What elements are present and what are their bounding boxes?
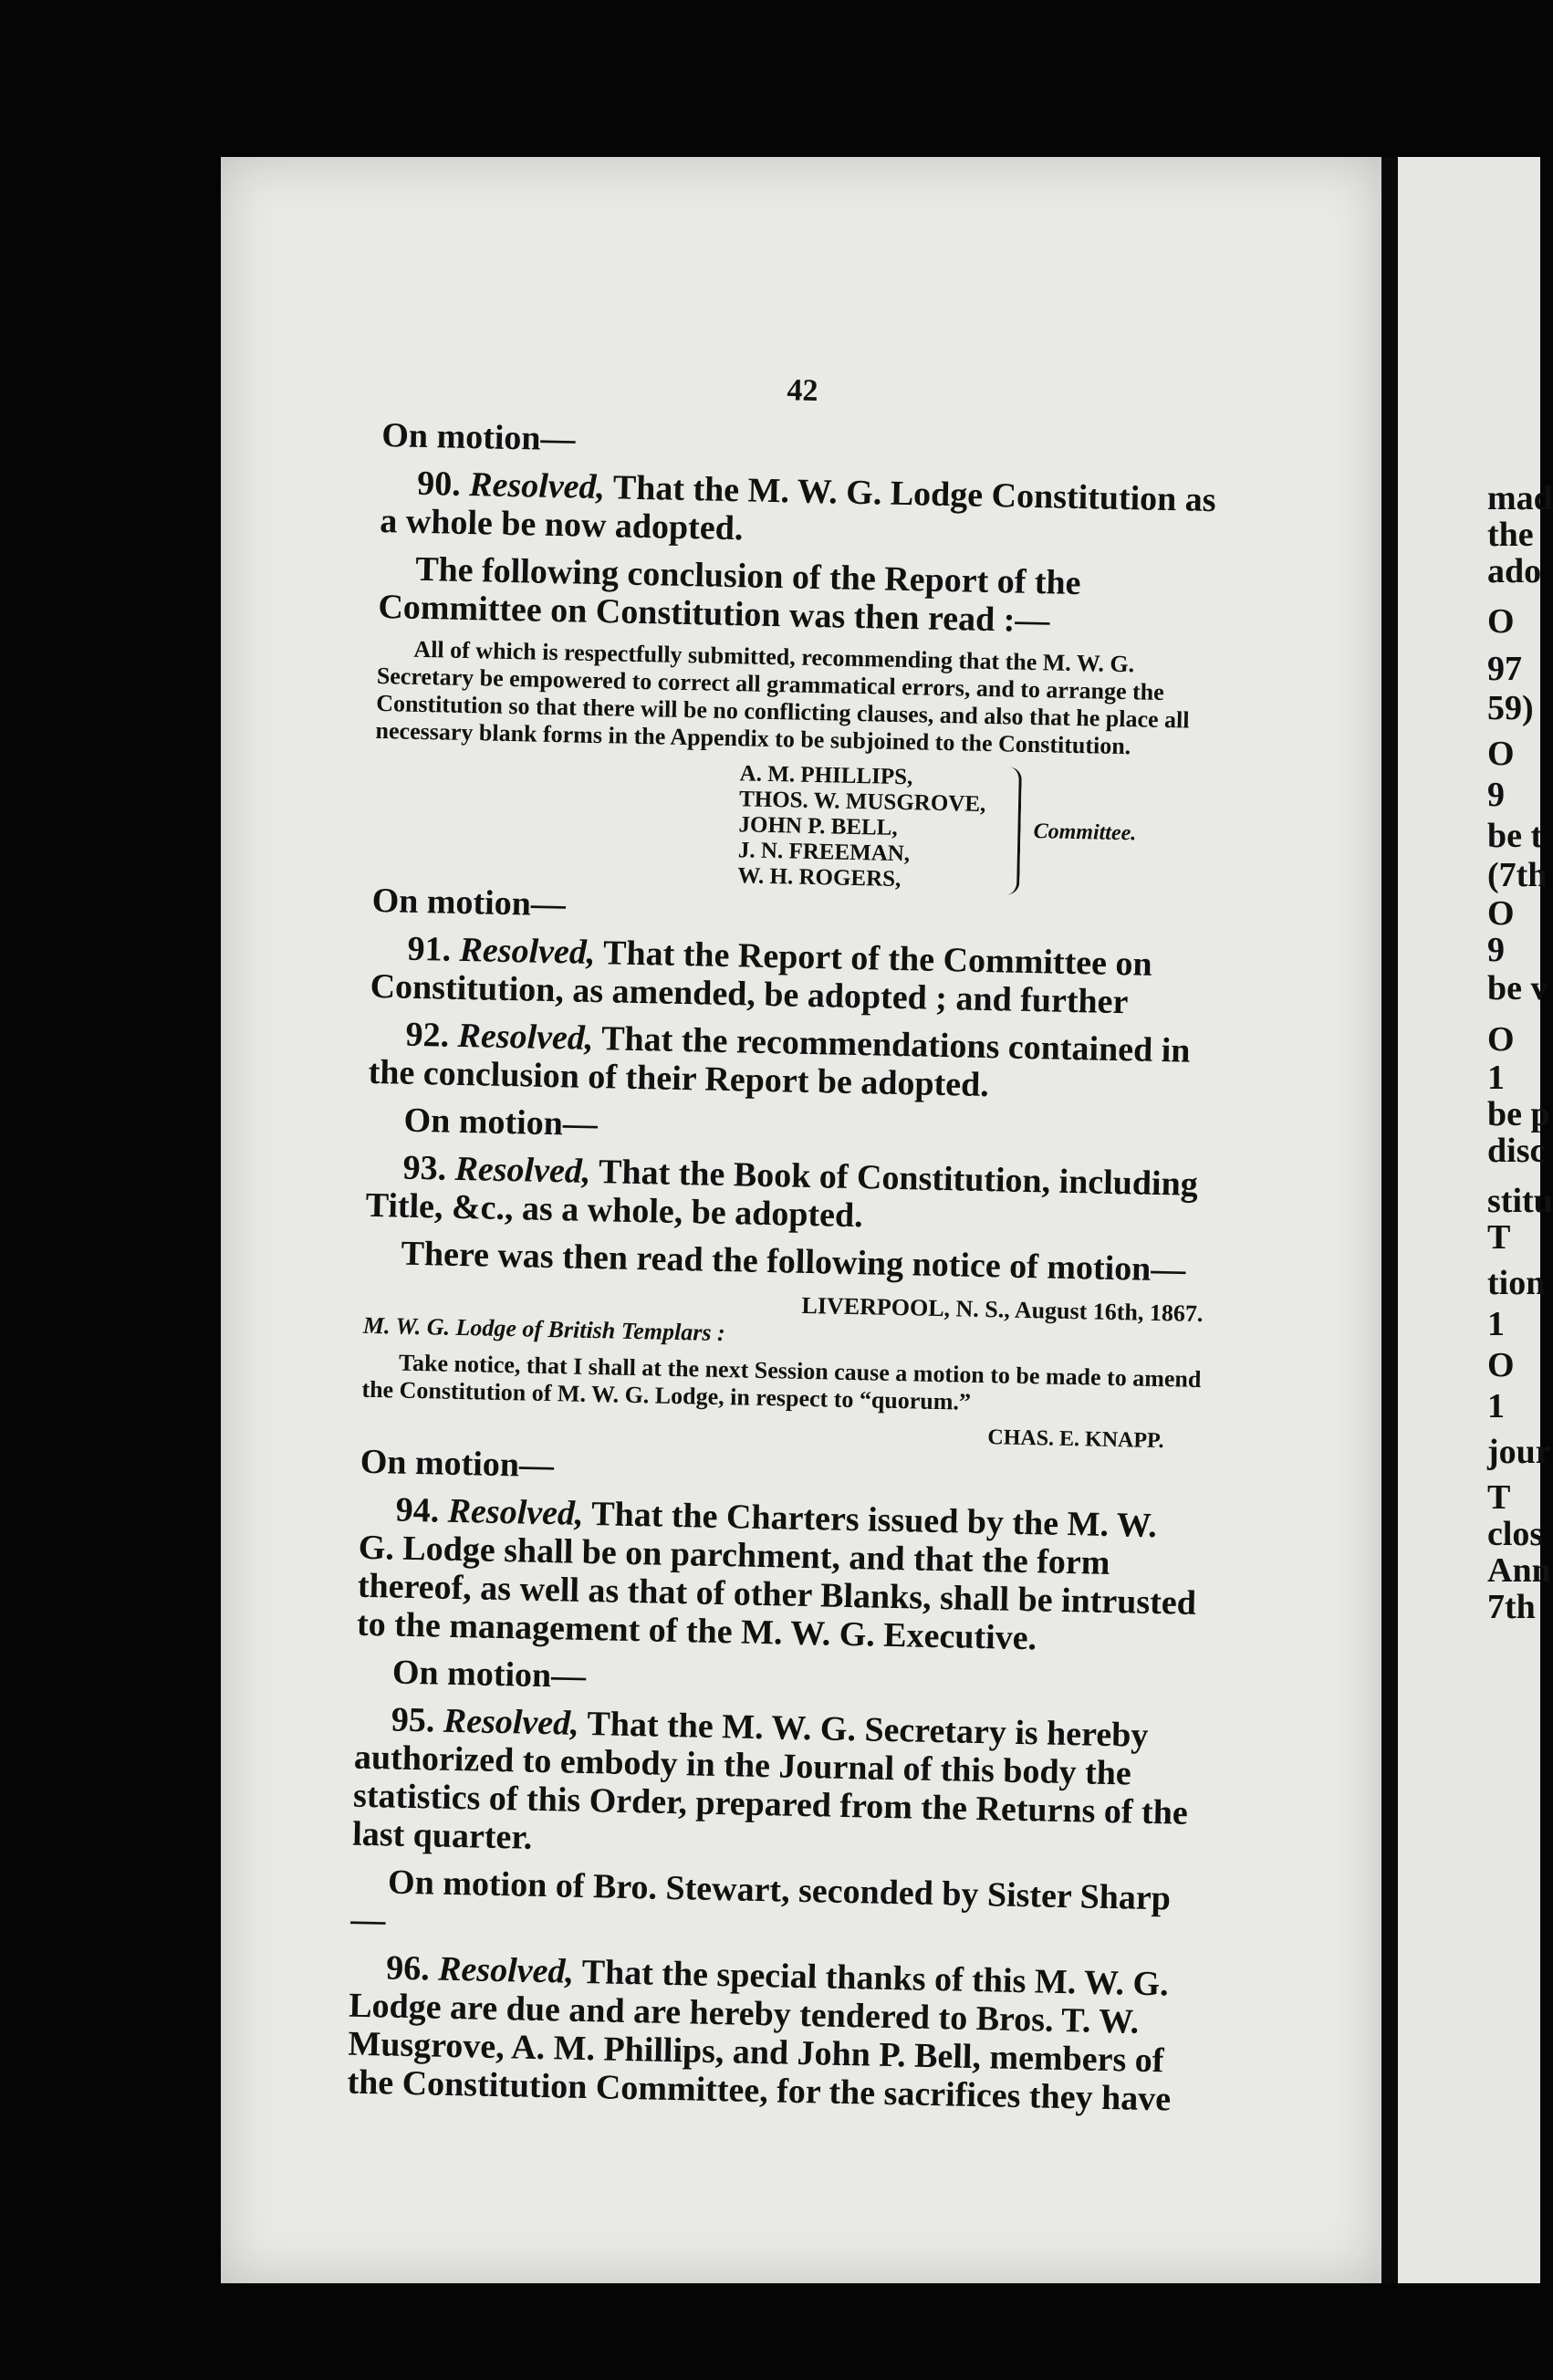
facing-page-fragment: Ann [1487,1551,1551,1590]
paragraph: The following conclusion of the Report of the Committee on Constitution was then read :— [378,549,1081,641]
facing-page-fragment: T [1487,1478,1511,1517]
committee-signatures [737,761,1214,899]
facing-page-fragment: be t [1487,817,1543,855]
facing-page-fragment: clos [1487,1515,1544,1553]
facing-page-fragment: ado [1487,552,1542,590]
facing-page [1398,157,1543,2283]
paragraph: 94. Resolved, That the Charters issued by the M. W. G. Lodge shall be on parchment, and that the form thereof, as well as that of other Blanks, shall be intrusted to the management of the M. W. G. Executive. [356,1490,1197,1658]
facing-page-fragment: 1 [1487,1305,1505,1343]
facing-page-fragment: 9 [1487,776,1505,814]
facing-page-fragment: be v [1487,969,1548,1007]
paragraph: 96. Resolved, That the special thanks of this M. W. G. Lodge are due and are hereby tendered to Bros. T. W. Musgrove, A. M. Phillips, and John P. Bell, members of the Constitution Committee, for the sacrifices they have [347,1948,1172,2119]
report-conclusion: All of which is respectfully submitted, recommending that the M. W. G. Secretary be empowered to correct all grammatical errors, and to arrange the Constitution so that there will be no conflicting clauses, and also that he place all necessary blank forms in the Appendix to be subjoined to the Constitution. [375,635,1190,760]
facing-page-fragment: O [1487,1346,1515,1384]
resolved-label: Resolved, [447,1491,584,1533]
notice-body: Take notice, that I shall at the next Session cause a motion to be made to amend the Constitution of M. W. G. Lodge, in respect to “quorum.” [361,1349,1202,1415]
facing-page-fragment: 59) [1487,689,1534,727]
facing-page-fragment: O [1487,1020,1515,1059]
brace-icon [1002,767,1022,894]
facing-page-fragment: O [1487,602,1515,641]
facing-page-fragment: stitu [1487,1182,1553,1220]
resolved-label: Resolved, [459,930,596,973]
committee-member: J. N. FREEMAN, [737,838,911,867]
facing-page-fragment: 1 [1487,1059,1505,1097]
paragraph: On motion— [380,415,576,459]
facing-page-fragment: mad [1487,479,1553,517]
resolved-label: Resolved, [454,1149,591,1191]
resolved-label: Resolved, [457,1016,594,1058]
facing-page-fragment: T [1487,1218,1511,1257]
page-gutter [1381,157,1398,2283]
facing-page-fragment: (7th [1487,856,1548,894]
resolved-label: Resolved, [468,465,606,507]
facing-page-fragment: O [1487,735,1515,773]
notice-signature: CHAS. E. KNAPP. [987,1425,1164,1454]
facing-page-fragment: be p [1487,1095,1550,1133]
page-number: 42 [787,373,818,408]
page-content [347,365,1223,2128]
paragraph: On motion of Bro. Stewart, seconded by Sister Sharp— [349,1863,1172,1940]
committee-member: A. M. PHILLIPS, [739,761,913,790]
notice-date: LIVERPOOL, N. S., August 16th, 1867. [801,1291,1204,1328]
paragraph: On motion— [371,881,567,924]
resolved-label: Resolved, [437,1949,575,1991]
facing-page-fragment: tion [1487,1264,1546,1302]
paragraph: There was then read the following notice of motion— [401,1234,1186,1289]
resolved-label: Resolved, [443,1701,580,1743]
facing-page-fragment: the [1487,516,1534,554]
committee-member: W. H. ROGERS, [737,863,902,892]
notice-addressee: M. W. G. Lodge of British Templars : [362,1311,725,1347]
paragraph: 90. Resolved, That the M. W. G. Lodge Constitution as a whole be now adopted. [379,464,1217,548]
paragraph: On motion— [391,1653,587,1696]
committee-member: THOS. W. MUSGROVE, [738,787,986,817]
committee-label: Committee. [1033,819,1137,846]
facing-page-fragment: jour [1487,1433,1551,1471]
facing-page-fragment: 1 [1487,1387,1505,1425]
facing-page-fragment: 9 [1487,931,1505,969]
paragraph: On motion— [403,1101,599,1144]
paragraph: 91. Resolved, That the Report of the Committee on Constitution, as amended, be adopted ; and further [370,929,1153,1022]
paragraph: 93. Resolved, That the Book of Constitution, including Title, &c., as a whole, be adopted. [365,1148,1199,1236]
facing-page-fragment: 7th [1487,1588,1536,1626]
facing-page-fragment: disc [1487,1132,1546,1170]
facing-page-fragment: O [1487,894,1515,933]
paragraph: 92. Resolved, That the recommendations contained in the conclusion of their Report be adopted. [368,1015,1191,1105]
committee-member: JOHN P. BELL, [738,812,898,840]
facing-page-fragment: 97 [1487,650,1522,688]
paragraph: 95. Resolved, That the M. W. G. Secretary is hereby authorized to embody in the Journal of this body the statistics of this Order, prepared from the Returns of the last quarter. [351,1700,1189,1857]
paragraph: On motion— [360,1442,555,1486]
